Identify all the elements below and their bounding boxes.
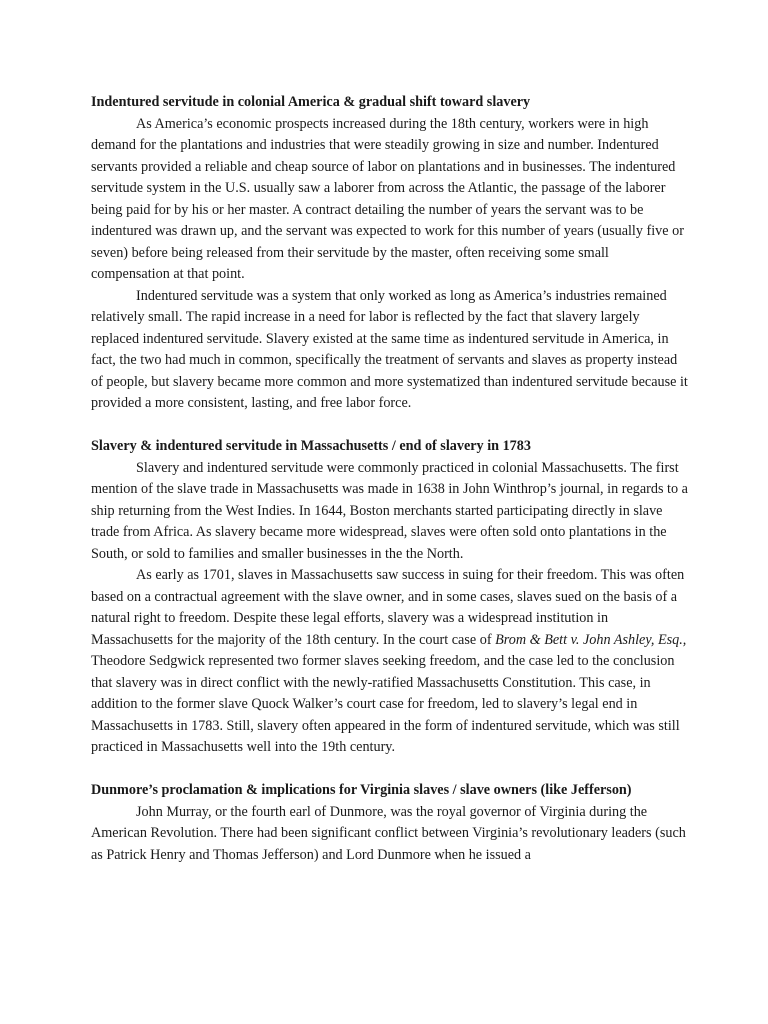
- paragraph-text: Theodore Sedgwick represented two former slaves seeking freedom, and the case led to the conclusion that slavery was in direct conflict with the newly-ratified Massachusetts Constitution. This case, in addition to the former slave Quock Walker’s court case for freedom, led to slavery’s legal end in Massachusetts in 1783. Still, slavery often appeared in the form of indentured servitude, which was still practiced in Massachusetts well into the 19th century.: [91, 653, 680, 755]
- court-case-title: Brom & Bett v. John Ashley, Esq.,: [495, 631, 687, 648]
- section-massachusetts: [91, 436, 689, 759]
- paragraph: John Murray, or the fourth earl of Dunmore, was the royal governor of Virginia during the American Revolution. There had been significant conflict between Virginia’s revolutionary leaders (such as Patrick Henry and Thomas Jefferson) and Lord Dunmore when he issued a: [91, 803, 686, 863]
- section-dunmore: [91, 780, 689, 866]
- section-heading: Slavery & indentured servitude in Massachusetts / end of slavery in 1783: [91, 438, 531, 454]
- paragraph: Indentured servitude was a system that only worked as long as America’s industries remained relatively small. The rapid increase in a need for labor is reflected by the fact that slavery largely replaced indentured servitude. Slavery existed at the same time as indentured servitude in America, in fact, the two had much in common, specifically the treatment of servants and slaves as property instead of people, but slavery became more common and more systematized than indentured servitude because it provided a more consistent, lasting, and free labor force.: [91, 287, 688, 411]
- section-heading: Dunmore’s proclamation & implications for Virginia slaves / slave owners (like Jefferson): [91, 782, 632, 798]
- paragraph: As America’s economic prospects increased during the 18th century, workers were in high demand for the plantations and industries that were steadily growing in size and number. Indentured servants provided a reliable and cheap source of labor on plantations and in businesses. The indentured servitude system in the U.S. usually saw a laborer from across the Atlantic, the passage of the laborer being paid for by his or her master. A contract detailing the number of years the servant was to be indentured was drawn up, and the servant was expected to work for this number of years (usually five or seven) before being released from their servitude by the master, often receiving some small compensation at that point.: [91, 115, 684, 282]
- section-heading: Indentured servitude in colonial America & gradual shift toward slavery: [91, 94, 531, 110]
- section-indentured-servitude: [91, 92, 689, 415]
- paragraph: [91, 565, 689, 759]
- document-body: [91, 92, 689, 866]
- paragraph: Slavery and indentured servitude were commonly practiced in colonial Massachusetts. The first mention of the slave trade in Massachusetts was made in 1638 in John Winthrop’s journal, in regards to a ship returning from the West Indies. In 1644, Boston merchants started participating directly in slave trade from Africa. As slavery became more widespread, slaves were often sold onto plantations in the South, or sold to families and smaller businesses in the the North.: [91, 459, 688, 562]
- paragraph-text: As early as 1701, slaves in Massachusetts saw success in suing for their freedom. This was often based on a contractual agreement with the slave owner, and in some cases, slaves sued on the basis of a natural right to freedom. Despite these legal efforts, slavery was a widespread institution in Massachusetts for the majority of the 18th century. In the court case of: [91, 567, 685, 648]
